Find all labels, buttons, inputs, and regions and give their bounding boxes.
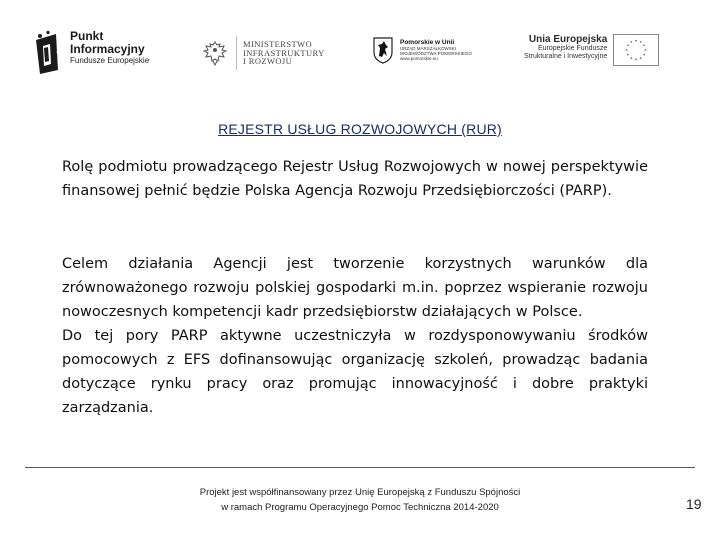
pomorskie-title: Pomorskie w Unii xyxy=(400,38,455,46)
pomorskie-line1: URZĄD MARSZAŁKOWSKI xyxy=(400,45,457,51)
ministry-line2: INFRASTRUKTURY xyxy=(243,47,325,58)
eu-star-icon xyxy=(644,54,646,56)
punkt-title-line2: Informacyjny xyxy=(70,41,145,56)
paragraph-block-agency xyxy=(62,252,648,420)
page-title: REJESTR USŁUG ROZWOJOWYCH (RUR) xyxy=(218,121,502,137)
eu-logo xyxy=(524,34,659,66)
pomorskie-griffin-crest-icon xyxy=(372,36,394,64)
punkt-informacyjny-logo xyxy=(34,30,149,76)
ministry-line3: I ROZWOJU xyxy=(243,56,293,67)
paragraph-agency-goal: Celem działania Agencji jest tworzenie korzystnych warunków dla zrównoważonego rozwoju polskiej gospodarki m.in. poprzez wspieranie rozwoju nowoczesnych kompetencji kadr przedsiębiorstw działających w Polsce. xyxy=(62,256,648,320)
polish-eagle-icon xyxy=(200,38,230,68)
eu-star-icon xyxy=(640,41,642,43)
ministry-logo xyxy=(200,36,325,70)
fundusze-europejskie-mark-icon xyxy=(34,30,62,76)
footer-funding-note xyxy=(0,485,720,515)
punkt-subtitle: Fundusze Europejskie xyxy=(70,56,150,66)
eu-star-icon xyxy=(640,57,642,59)
paragraph-parp-role: Rolę podmiotu prowadzącego Rejestr Usług Rozwojowych w nowej perspektywie finansowej pełnić będzie Polska Agencja Rozwoju Przedsiębiorczości (PARP). xyxy=(62,159,648,199)
page-number: 19 xyxy=(686,496,702,512)
eu-subtitle-line1: Europejskie Fundusze xyxy=(538,45,608,52)
eu-subtitle-line2: Strukturalne i Inwestycyjne xyxy=(524,52,608,60)
eu-star-icon xyxy=(635,40,637,42)
eu-star-icon xyxy=(645,49,647,51)
pomorskie-logo xyxy=(372,36,472,64)
paragraph-parp-activity: Do tej pory PARP aktywne uczestniczyła w rozdysponowywaniu środków pomocowych z EFS dofinansowując organizację szkoleń, prowadząc badania dotyczące rynku pracy oraz promując innowacyjność i dobre praktyki zarządzania. xyxy=(62,328,648,416)
eu-star-icon xyxy=(644,44,646,46)
eu-star-icon xyxy=(635,59,637,61)
eu-flag-icon xyxy=(613,34,659,66)
punkt-title-line1: Punkt xyxy=(70,29,104,43)
eu-star-icon xyxy=(627,54,629,56)
ministry-line1: MINISTERSTWO xyxy=(243,38,313,49)
eu-star-icon xyxy=(631,41,633,43)
eu-star-icon xyxy=(626,49,628,51)
ministry-separator xyxy=(236,36,237,70)
footer-line1: Projekt jest współfinansowany przez Unię Europejską z Funduszu Spójności xyxy=(199,487,521,498)
pomorskie-line2: WOJEWÓDZTWA POMORSKIEGO xyxy=(400,51,472,57)
footer-line2: w ramach Programu Operacyjnego Pomoc Techniczna 2014-2020 xyxy=(221,502,499,513)
pomorskie-line3: www.pomorskie.eu xyxy=(400,56,438,62)
footer-divider xyxy=(25,467,695,468)
eu-star-icon xyxy=(631,57,633,59)
logo-bar xyxy=(0,0,720,100)
eu-star-icon xyxy=(627,44,629,46)
eu-title: Unia Europejska xyxy=(528,34,608,45)
